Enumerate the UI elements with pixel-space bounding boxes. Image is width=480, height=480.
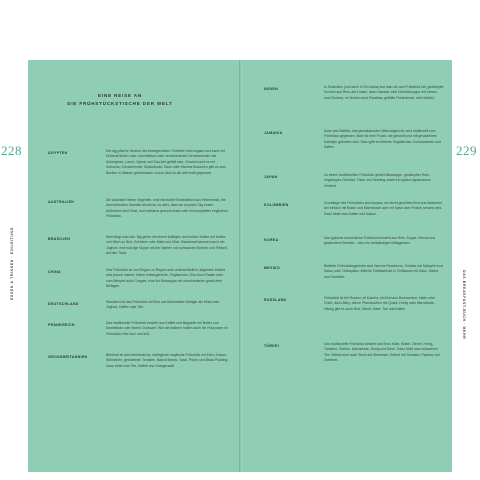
country-label: MEXIKO — [264, 266, 280, 270]
country-description: Das traditionelle Frühstück besteht aus Brot, Käse, Butter, Oliven, Honig, Tomaten, Gurken, Marmelade, Honig und Eiern. Dazu trinkt man schwarzen Tee. Beliebt sind auch Simit und Menemen, Rührei mit Tomaten, Paprika und Zwiebeln. — [324, 342, 440, 363]
country-label: KOLUMBIEN — [264, 203, 289, 207]
country-label: JAMAIKA — [264, 131, 283, 135]
left-side-label: ESSEN & TRINKEN · EINLEITUNG — [10, 227, 14, 300]
country-label: ÄGYPTEN — [48, 151, 68, 155]
left-page-number: 228 — [1, 143, 22, 158]
country-description: Die Australier lieben Vegemite, eine herzhafte Brotaufstrich aus Hefeextrakt, die dem britischen Marmite ähnelt ist, es aber, dass sie es jeden Tag essen. Außerdem sind Obst, und meistens gesund essen sich ein komplettes englisches Frühstück. — [106, 198, 228, 219]
country-description: Der ägyptische Version des bewegendsten Omelette hold sogaen und kann mit Hülsenfrüchten oder Lammfleisch oder verschiedenen Gemüsesorten wie Auberginen, Lauch, Spinat und Zucchini gefüllt sein. Gewürzt wird es mit Kurkuma, Kreuzkümmel, Muskatnuss. Dazu oder frisches Brauchen gibt es zum Backen in Wasser geschlossen und so wird es als weit kraft gegessen. — [106, 149, 227, 175]
country-description: Grundlage des Frühstücks sind Arepas, ein leicht gesüßtes Brot aus Maismehl, der einfach mit Butter und Marmelade oder mit Käse oder Fleisch serviert wird. Dazu trinkt man Kaffee und Kakao. — [324, 201, 443, 216]
country-description: Zu einem traditionellen Frühstück gehört Misosuppe, gedämpfter Reis, eingelegtes Gemüse, Fisch und Seetang sowie ein typisch japanisches Omelett. — [324, 173, 431, 188]
country-label: FRANKREICH — [48, 323, 75, 327]
right-side-label: DAS BREAKFAST-BUCH · MEHR — [462, 270, 466, 340]
country-label: GROSSBRITANNIEN — [48, 355, 88, 359]
country-label: KOREA — [264, 238, 279, 242]
country-label: TÜRKEI — [264, 344, 280, 348]
page-title — [40, 92, 200, 108]
country-description: Wurstbrot ist das Frühstück mit Brot und Marmelade häufiger als Müsli oder Joghurt, Kaffee oder Tee. — [106, 300, 220, 310]
country-description: Das typische koreanische Frühstück besteht aus Reis, Suppe, Kimchi und gewürztem Gemüse – also ein vollständiges Mittagessen. — [324, 236, 436, 246]
country-description: Man fängt man den Tag gerne mit einem kräftigen und heißen Kaffee mit Kaffee und Milch zu Brot, Schinken oder Käse und Obst. Manchmal kommen auch ein Joghurt, eine würzige Suppe mit der Namen von schwarzen Bohnen und Fleisch, auf den Tisch. — [106, 235, 228, 256]
country-label: CHINA — [48, 270, 61, 274]
country-description: Das traditionelle Frühstück besteht aus Kaffee und Baguette mit Butter und Marmelade oder einem Croissant. Wie die Italiener halten auch die Franzosen ihr Frühstück eher kurz und süß. — [106, 321, 228, 336]
left-page — [28, 60, 240, 472]
title-line-1: EINE REISE AN — [98, 93, 142, 98]
country-label: INDIEN — [264, 87, 278, 91]
right-page-number: 229 — [456, 143, 477, 158]
country-description: Akee und Saltfish, das jamaikanische Nationalgericht, wird traditionell zum Frühstück gegessen. Akee ist eine Frucht, die gekocht und mit gesalzenem Kabeljau gebraten wird. Dazu gibt es frittierte Teigbällchen, Kochbananen und Kaffee. — [324, 129, 441, 150]
country-description: In Südindien (und auch in Sri Lanka) isst man oft zum Frühstück Idli, gedämpfte Kuchen aus Reis und Linsen, dazu Sambar, eine Gemüsesuppe mit Linsen, und Chutney. Im Norden sind Parathas, gefüllte Fladenbrote, sehr beliebt. — [324, 85, 444, 100]
country-description: Beliebte Frühstücksgerichte sind Huevos Rancheros, Tortillas mit Spiegelei und Salsa, oder Chilaquiles, frittierte Tortillastücke in Chilisauce mit Käse, Sahne und Zwiebeln. — [324, 264, 444, 279]
country-description: Das Frühstück ist von Region zu Region sehr unterschiedlich, allgemein beliebt sind jedoch warme, kleine Imbissgerichte, Teigtaschen, Dim-Sum-Fladen oder zum Beispiel auch Congee, eine Art Reissuppe mit verschiedenen gewürzten Beilagen. — [106, 268, 225, 289]
country-description: Berühmt ist das bekömmliche, kräftigende englische Frühstück mit Eiern, Bacon, Würstchen, gebratenen Tomaten, Baked Beans, Toast, Pilzen und Black Pudding. Dazu trinkt man Tee, Kaffee und Orangensaft. — [106, 353, 229, 368]
country-label: AUSTRALIEN — [48, 200, 75, 204]
country-label: DEUTSCHLAND — [48, 302, 79, 306]
country-description: Frühstück ist bei Russen oft Kascha, ein Brei aus Buchweizen, Hafer oder Grieß, dazu Bliny, dünne Pfannkuchen mit Quark, Honig oder Marmelade. Häufig gibt es auch Brot, Wurst, Käse, Tee und Kaffee. — [324, 296, 436, 311]
country-label: BRASILIEN — [48, 237, 71, 241]
title-line-2: DIE FRÜHSTÜCKSTISCHE DER WELT — [67, 101, 173, 106]
country-label: JAPAN — [264, 175, 278, 179]
country-label: RUSSLAND — [264, 298, 287, 302]
